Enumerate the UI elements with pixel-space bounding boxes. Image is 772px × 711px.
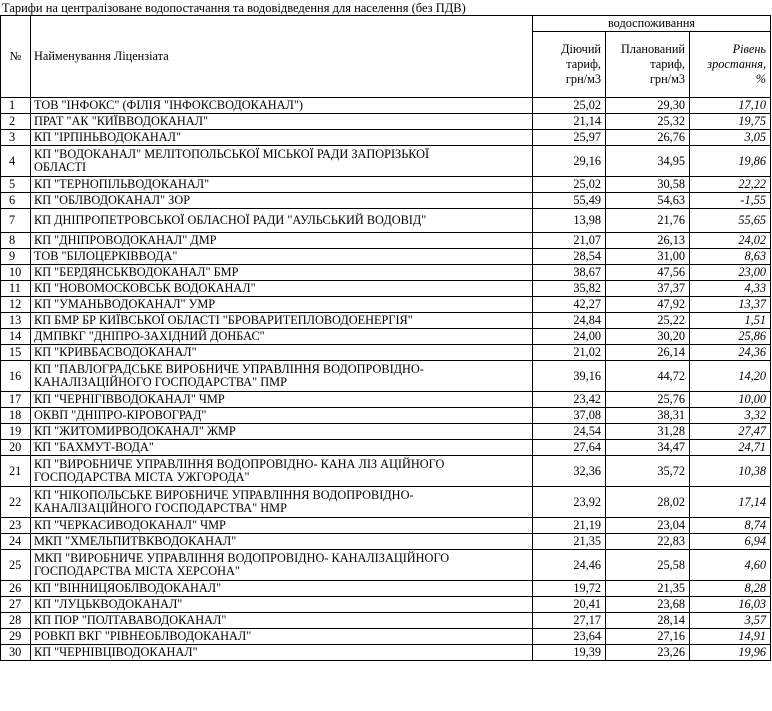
table-row [1, 177, 771, 193]
licensee-name-line: КП "ІРПІНЬВОДОКАНАЛ" [34, 129, 181, 144]
growth-rate: 14,91 [690, 629, 771, 645]
growth-rate: 17,14 [690, 487, 771, 518]
licensee-name [31, 534, 533, 550]
current-tariff: 25,97 [533, 130, 606, 146]
table-row [1, 146, 771, 177]
header-planned-line: Планований [620, 42, 685, 56]
row-number: 30 [1, 645, 31, 661]
licensee-name [31, 209, 533, 233]
licensee-name [31, 361, 533, 392]
licensee-name [31, 408, 533, 424]
row-number: 18 [1, 408, 31, 424]
row-number: 14 [1, 329, 31, 345]
licensee-name-line: КП "БЕРДЯНСЬКВОДОКАНАЛ" БМР [34, 264, 239, 279]
current-tariff: 19,39 [533, 645, 606, 661]
table-row [1, 313, 771, 329]
growth-rate: 24,71 [690, 440, 771, 456]
row-number: 2 [1, 114, 31, 130]
growth-rate: 6,94 [690, 534, 771, 550]
row-number: 12 [1, 297, 31, 313]
planned-tariff: 44,72 [606, 361, 690, 392]
planned-tariff: 34,95 [606, 146, 690, 177]
growth-rate: 22,22 [690, 177, 771, 193]
planned-tariff: 26,76 [606, 130, 690, 146]
row-number: 19 [1, 424, 31, 440]
licensee-name-line: КП "ЧЕРНІВЦІВОДОКАНАЛ" [34, 644, 198, 659]
header-water-consumption: водоспоживання [533, 16, 771, 32]
row-number: 29 [1, 629, 31, 645]
table-row [1, 329, 771, 345]
row-number: 28 [1, 613, 31, 629]
growth-rate: 27,47 [690, 424, 771, 440]
current-tariff: 21,07 [533, 233, 606, 249]
licensee-name-line: ОБЛАСТІ [34, 160, 87, 174]
planned-tariff: 38,31 [606, 408, 690, 424]
current-tariff: 24,00 [533, 329, 606, 345]
row-number: 9 [1, 249, 31, 265]
current-tariff: 24,54 [533, 424, 606, 440]
licensee-name [31, 146, 533, 177]
row-number: 13 [1, 313, 31, 329]
licensee-name-line: КП "ТЕРНОПІЛЬВОДОКАНАЛ" [34, 176, 210, 191]
row-number: 11 [1, 281, 31, 297]
licensee-name [31, 518, 533, 534]
licensee-name [31, 265, 533, 281]
growth-rate: 10,00 [690, 392, 771, 408]
planned-tariff: 27,16 [606, 629, 690, 645]
row-number: 27 [1, 597, 31, 613]
growth-rate: 19,86 [690, 146, 771, 177]
row-number: 23 [1, 518, 31, 534]
table-row [1, 130, 771, 146]
planned-tariff: 25,58 [606, 550, 690, 581]
growth-rate: 23,00 [690, 265, 771, 281]
table-row [1, 597, 771, 613]
table-row [1, 392, 771, 408]
licensee-name-line: КП "ДНІПРОВОДОКАНАЛ" ДМР [34, 232, 217, 247]
table-row [1, 408, 771, 424]
table-row [1, 345, 771, 361]
planned-tariff: 23,68 [606, 597, 690, 613]
table-row [1, 361, 771, 392]
licensee-name-line: ТОВ "ІНФОКС" (ФІЛІЯ "ІНФОКСВОДОКАНАЛ") [34, 97, 303, 112]
planned-tariff: 47,92 [606, 297, 690, 313]
planned-tariff: 47,56 [606, 265, 690, 281]
current-tariff: 23,64 [533, 629, 606, 645]
planned-tariff: 25,22 [606, 313, 690, 329]
growth-rate: 8,28 [690, 581, 771, 597]
current-tariff: 23,42 [533, 392, 606, 408]
licensee-name-line: КП "ЛУЦЬКВОДОКАНАЛ" [34, 596, 183, 611]
licensee-name [31, 456, 533, 487]
row-number: 20 [1, 440, 31, 456]
licensee-name [31, 581, 533, 597]
current-tariff: 23,92 [533, 487, 606, 518]
current-tariff: 25,02 [533, 98, 606, 114]
growth-rate: 1,51 [690, 313, 771, 329]
growth-rate: 24,36 [690, 345, 771, 361]
licensee-name [31, 281, 533, 297]
current-tariff: 27,64 [533, 440, 606, 456]
current-tariff: 42,27 [533, 297, 606, 313]
current-tariff: 13,98 [533, 209, 606, 233]
licensee-name-line: КП "ЧЕРКАСИВОДОКАНАЛ" ЧМР [34, 517, 226, 532]
current-tariff: 21,19 [533, 518, 606, 534]
licensee-name [31, 313, 533, 329]
licensee-name-line: КП "НІКОПОЛЬСЬКЕ ВИРОБНИЧЕ УПРАВЛІННЯ ВОДОПРОВІДНО- [34, 487, 414, 502]
header-rate-line: Рівень [732, 42, 767, 56]
licensee-name-line: КП "ВОДОКАНАЛ" МЕЛІТОПОЛЬСЬКОЇ МІСЬКОЇ РАДИ ЗАПОРІЗЬКОЇ [34, 146, 430, 161]
licensee-name-line: ОКВП "ДНІПРО-КІРОВОГРАД" [34, 407, 207, 422]
licensee-name-line: КП "ПАВЛОГРАДСЬКЕ ВИРОБНИЧЕ УПРАВЛІННЯ ВОДОПРОВІДНО- [34, 361, 424, 376]
row-number: 17 [1, 392, 31, 408]
licensee-name-line: ПРАТ "АК "КИЇВВОДОКАНАЛ" [34, 113, 209, 128]
licensee-name [31, 629, 533, 645]
planned-tariff: 22,83 [606, 534, 690, 550]
licensee-name-line: КП "ЧЕРНІГІВВОДОКАНАЛ" ЧМР [34, 391, 225, 406]
licensee-name-line: МКП "ВИРОБНИЧЕ УПРАВЛІННЯ ВОДОПРОВІДНО- КАНАЛІЗАЦІЙНОГО [34, 550, 450, 565]
licensee-name [31, 345, 533, 361]
current-tariff: 25,02 [533, 177, 606, 193]
licensee-name-line: ГОСПОДАРСТВА МІСТА ХЕРСОНА" [34, 564, 240, 578]
table-row [1, 581, 771, 597]
current-tariff: 20,41 [533, 597, 606, 613]
growth-rate: 3,05 [690, 130, 771, 146]
licensee-name [31, 297, 533, 313]
current-tariff: 21,35 [533, 534, 606, 550]
table-row [1, 249, 771, 265]
current-tariff: 24,84 [533, 313, 606, 329]
growth-rate: 10,38 [690, 456, 771, 487]
licensee-name [31, 114, 533, 130]
growth-rate: 19,75 [690, 114, 771, 130]
planned-tariff: 54,63 [606, 193, 690, 209]
growth-rate: 55,65 [690, 209, 771, 233]
growth-rate: 4,33 [690, 281, 771, 297]
current-tariff: 19,72 [533, 581, 606, 597]
licensee-name-line: РОВКП ВКГ "РІВНЕОБЛВОДОКАНАЛ" [34, 628, 252, 643]
header-planned-line: грн/м3 [649, 72, 685, 86]
licensee-name-line: ГОСПОДАРСТВА МІСТА УЖГОРОДА" [34, 470, 250, 484]
planned-tariff: 35,72 [606, 456, 690, 487]
licensee-name [31, 98, 533, 114]
header-current-line: Діючий [561, 42, 601, 56]
planned-tariff: 23,04 [606, 518, 690, 534]
planned-tariff: 21,35 [606, 581, 690, 597]
table-row [1, 534, 771, 550]
current-tariff: 35,82 [533, 281, 606, 297]
current-tariff: 27,17 [533, 613, 606, 629]
planned-tariff: 25,32 [606, 114, 690, 130]
table-row [1, 297, 771, 313]
header-licensee-name: Найменування Ліцензіата [31, 16, 533, 98]
table-row [1, 209, 771, 233]
planned-tariff: 37,37 [606, 281, 690, 297]
licensee-name [31, 613, 533, 629]
planned-tariff: 30,58 [606, 177, 690, 193]
licensee-name [31, 597, 533, 613]
header-growth-rate [690, 32, 771, 98]
licensee-name [31, 177, 533, 193]
growth-rate: 3,32 [690, 408, 771, 424]
header-current-tariff [533, 32, 606, 98]
current-tariff: 21,14 [533, 114, 606, 130]
row-number: 7 [1, 209, 31, 233]
row-number: 3 [1, 130, 31, 146]
growth-rate: 8,74 [690, 518, 771, 534]
table-row [1, 265, 771, 281]
licensee-name-line: КП "КРИВБАСВОДОКАНАЛ" [34, 344, 197, 359]
table-body [1, 98, 771, 661]
header-current-line: грн/м3 [565, 72, 601, 86]
licensee-name-line: КП "БАХМУТ-ВОДА" [34, 439, 154, 454]
planned-tariff: 28,14 [606, 613, 690, 629]
growth-rate: 14,20 [690, 361, 771, 392]
table-row [1, 550, 771, 581]
current-tariff: 24,46 [533, 550, 606, 581]
growth-rate: -1,55 [690, 193, 771, 209]
licensee-name-line: КП "УМАНЬВОДОКАНАЛ" УМР [34, 296, 216, 311]
header-planned-line: тариф, [650, 57, 685, 71]
table-row [1, 233, 771, 249]
growth-rate: 19,96 [690, 645, 771, 661]
planned-tariff: 31,28 [606, 424, 690, 440]
current-tariff: 39,16 [533, 361, 606, 392]
table-row [1, 518, 771, 534]
row-number: 4 [1, 146, 31, 177]
current-tariff: 32,36 [533, 456, 606, 487]
licensee-name [31, 329, 533, 345]
table-row [1, 456, 771, 487]
table-row [1, 281, 771, 297]
growth-rate: 3,57 [690, 613, 771, 629]
header-rate-line: % [755, 72, 767, 86]
licensee-name [31, 487, 533, 518]
growth-rate: 24,02 [690, 233, 771, 249]
table-row [1, 440, 771, 456]
table-row [1, 487, 771, 518]
growth-rate: 25,86 [690, 329, 771, 345]
table-row [1, 424, 771, 440]
table-row [1, 629, 771, 645]
row-number: 5 [1, 177, 31, 193]
row-number: 1 [1, 98, 31, 114]
row-number: 21 [1, 456, 31, 487]
licensee-name-line: КАНАЛІЗАЦІЙНОГО ГОСПОДАРСТВА" НМР [34, 501, 287, 515]
table-row [1, 645, 771, 661]
tariff-table [0, 15, 771, 661]
row-number: 6 [1, 193, 31, 209]
licensee-name [31, 193, 533, 209]
current-tariff: 38,67 [533, 265, 606, 281]
growth-rate: 16,03 [690, 597, 771, 613]
planned-tariff: 28,02 [606, 487, 690, 518]
row-number: 15 [1, 345, 31, 361]
licensee-name-line: ТОВ "БІЛОЦЕРКІВВОДА" [34, 248, 178, 263]
licensee-name [31, 392, 533, 408]
row-number: 10 [1, 265, 31, 281]
row-number: 24 [1, 534, 31, 550]
licensee-name [31, 550, 533, 581]
table-caption: Тарифи на централізоване водопостачання та водовідведення для населення (без ПДВ) [2, 1, 466, 15]
planned-tariff: 26,13 [606, 233, 690, 249]
licensee-name [31, 645, 533, 661]
growth-rate: 4,60 [690, 550, 771, 581]
header-current-line: тариф, [566, 57, 601, 71]
table-row [1, 114, 771, 130]
growth-rate: 17,10 [690, 98, 771, 114]
planned-tariff: 34,47 [606, 440, 690, 456]
licensee-name-line: КП БМР БР КИЇВСЬКОЇ ОБЛАСТІ "БРОВАРИТЕПЛОВОДОЕНЕРГІЯ" [34, 312, 413, 327]
table-row [1, 613, 771, 629]
current-tariff: 21,02 [533, 345, 606, 361]
planned-tariff: 29,30 [606, 98, 690, 114]
planned-tariff: 21,76 [606, 209, 690, 233]
row-number: 8 [1, 233, 31, 249]
licensee-name [31, 440, 533, 456]
licensee-name-line: КП "ВІННИЦЯОБЛВОДОКАНАЛ" [34, 580, 222, 595]
planned-tariff: 23,26 [606, 645, 690, 661]
table-row [1, 98, 771, 114]
current-tariff: 29,16 [533, 146, 606, 177]
licensee-name-line: КАНАЛІЗАЦІЙНОГО ГОСПОДАРСТВА" ПМР [34, 375, 287, 389]
row-number: 26 [1, 581, 31, 597]
licensee-name-line: КП "ЖИТОМИРВОДОКАНАЛ" ЖМР [34, 423, 236, 438]
planned-tariff: 25,76 [606, 392, 690, 408]
growth-rate: 13,37 [690, 297, 771, 313]
growth-rate: 8,63 [690, 249, 771, 265]
row-number: 16 [1, 361, 31, 392]
licensee-name-line: КП "НОВОМОСКОВСЬК ВОДОКАНАЛ" [34, 280, 256, 295]
header-number: № [1, 16, 31, 98]
header-planned-tariff [606, 32, 690, 98]
licensee-name-line: КП "ОБЛВОДОКАНАЛ" ЗОР [34, 192, 191, 207]
planned-tariff: 26,14 [606, 345, 690, 361]
licensee-name [31, 249, 533, 265]
licensee-name [31, 424, 533, 440]
current-tariff: 55,49 [533, 193, 606, 209]
licensee-name-line: КП "ВИРОБНИЧЕ УПРАВЛІННЯ ВОДОПРОВІДНО- КАНА ЛІЗ АЦІЙНОГО [34, 456, 445, 471]
header-rate-line: зростання, [707, 57, 767, 71]
current-tariff: 37,08 [533, 408, 606, 424]
planned-tariff: 30,20 [606, 329, 690, 345]
licensee-name-line: КП ПОР "ПОЛТАВАВОДОКАНАЛ" [34, 612, 227, 627]
licensee-name-line: КП ДНІПРОПЕТРОВСЬКОЇ ОБЛАСНОЇ РАДИ "АУЛЬСЬКИЙ ВОДОВІД" [34, 212, 427, 227]
licensee-name [31, 233, 533, 249]
row-number: 22 [1, 487, 31, 518]
licensee-name [31, 130, 533, 146]
row-number: 25 [1, 550, 31, 581]
licensee-name-line: ДМПВКГ "ДНІПРО-ЗАХІДНИЙ ДОНБАС" [34, 328, 265, 343]
current-tariff: 28,54 [533, 249, 606, 265]
licensee-name-line: МКП "ХМЕЛЬПИТВКВОДОКАНАЛ" [34, 533, 237, 548]
planned-tariff: 31,00 [606, 249, 690, 265]
table-row [1, 193, 771, 209]
